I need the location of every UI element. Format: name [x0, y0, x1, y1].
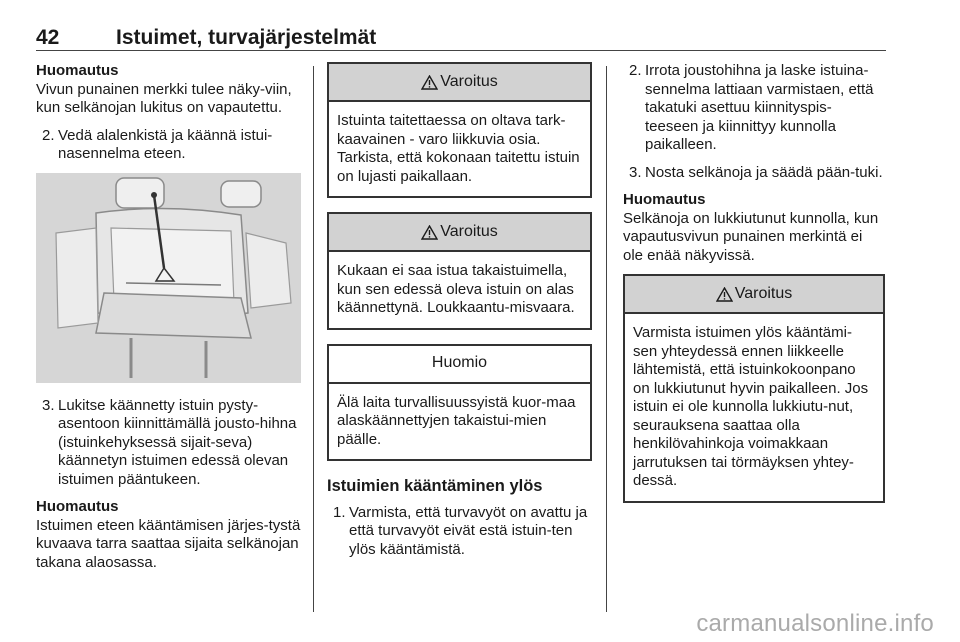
note-block	[36, 498, 301, 572]
step-text: Irrota joustohihna ja laske istuina-sennelma lattiaan varmistaen, että takatuki asettuu kiinnityspis-teeseen ja kiinnittyy kunnolla paikalleen.	[645, 62, 874, 153]
note-text: Vivun punainen merkki tulee näky-viin, kun selkänojan lukitus on vapautettu.	[36, 80, 292, 116]
note-text: Istuimen eteen kääntämisen järjes-tystä kuvaava tarra saattaa sijaita selkänojan takana alaosassa.	[36, 516, 301, 571]
chapter-title: Istuimet, turvajärjestelmät	[116, 26, 377, 49]
step-text: Nosta selkänoja ja säädä pään-tuki.	[645, 163, 883, 181]
warning-box	[623, 274, 885, 503]
warning-triangle-icon	[421, 225, 438, 240]
step-text: Varmista, että turvavyöt on avattu ja että turvavyöt eivät estä istuin-ten ylös kääntämistä.	[349, 503, 588, 558]
warning-title: Varoitus	[734, 284, 793, 302]
note-title: Huomautus	[36, 62, 119, 79]
step-item	[36, 397, 301, 490]
note-text: Selkänoja on lukkiutunut kunnolla, kun vapautusvivun punainen merkintä ei ole enää näkyvissä.	[623, 209, 879, 264]
column-middle	[327, 62, 592, 568]
warning-title: Varoitus	[440, 222, 498, 240]
caution-title: Huomio	[431, 354, 488, 372]
folded-seat-drawing	[36, 173, 301, 383]
warning-box	[327, 62, 592, 198]
warning-title: Varoitus	[440, 72, 498, 90]
caution-header	[329, 346, 590, 384]
warning-text: Varmista istuimen ylös kääntämi-sen yhteydessä ennen liikkeelle lähtemistä, että istuinkokoonpano on lukkiutunut hyvin paikalleen. Jos istuin ei ole kunnolla lukkiutu-nut, seurauksena saattaa olla henkilövahinkoja voimakkaan jarrutuksen tai törmäyksen yhtey-dessä.	[633, 324, 869, 489]
warning-box	[327, 212, 592, 330]
note-title: Huomautus	[623, 191, 706, 208]
note-title: Huomautus	[36, 498, 119, 515]
warning-text: Kukaan ei saa istua takaistuimella, kun sen edessä oleva istuin on alas käännettynä. Loukkaantu-misvaara.	[337, 262, 575, 316]
warning-triangle-icon	[716, 287, 733, 302]
warning-text: Istuinta taitettaessa on oltava tark-kaavainen - varo liikkuvia osia. Tarkista, että kokonaan taitettu istuin on lujasti paikallaan.	[337, 112, 580, 185]
step-number: 3.	[629, 163, 642, 181]
note-block	[623, 191, 885, 265]
note-block	[36, 62, 301, 118]
column-right	[623, 62, 885, 517]
page-header	[36, 8, 886, 51]
step-text: Vedä alalenkistä ja käännä istui-nasennelma eteen.	[58, 126, 273, 162]
step-item	[623, 164, 885, 183]
column-divider-left	[313, 66, 314, 612]
warning-header	[329, 214, 590, 252]
caution-box	[327, 344, 592, 462]
step-number: 2.	[629, 62, 642, 79]
caution-text: Älä laita turvallisuussyistä kuor-maa alaskäännettyjen takaistui-mien päälle.	[337, 393, 576, 448]
step-number: 1.	[333, 503, 346, 521]
watermark: carmanualsonline.info	[696, 610, 934, 637]
warning-header	[625, 276, 883, 314]
step-number: 3.	[42, 396, 55, 414]
column-divider-right	[606, 66, 607, 612]
step-item	[623, 62, 885, 155]
seat-illustration	[36, 173, 301, 383]
warning-header	[329, 64, 590, 102]
step-item	[36, 127, 301, 164]
step-number: 2.	[42, 126, 55, 144]
page-number: 42	[36, 26, 60, 49]
warning-triangle-icon	[421, 75, 438, 90]
step-item	[327, 504, 592, 560]
section-title: Istuimien kääntäminen ylös	[327, 477, 543, 495]
column-left	[36, 62, 301, 581]
step-text: Lukitse käännetty istuin pysty-asentoon kiinnittämällä jousto-hihna (istuinkehyksessä sijait-seva) käännetyn istuimen edessä olevan istuimen pääntukeen.	[58, 396, 297, 488]
